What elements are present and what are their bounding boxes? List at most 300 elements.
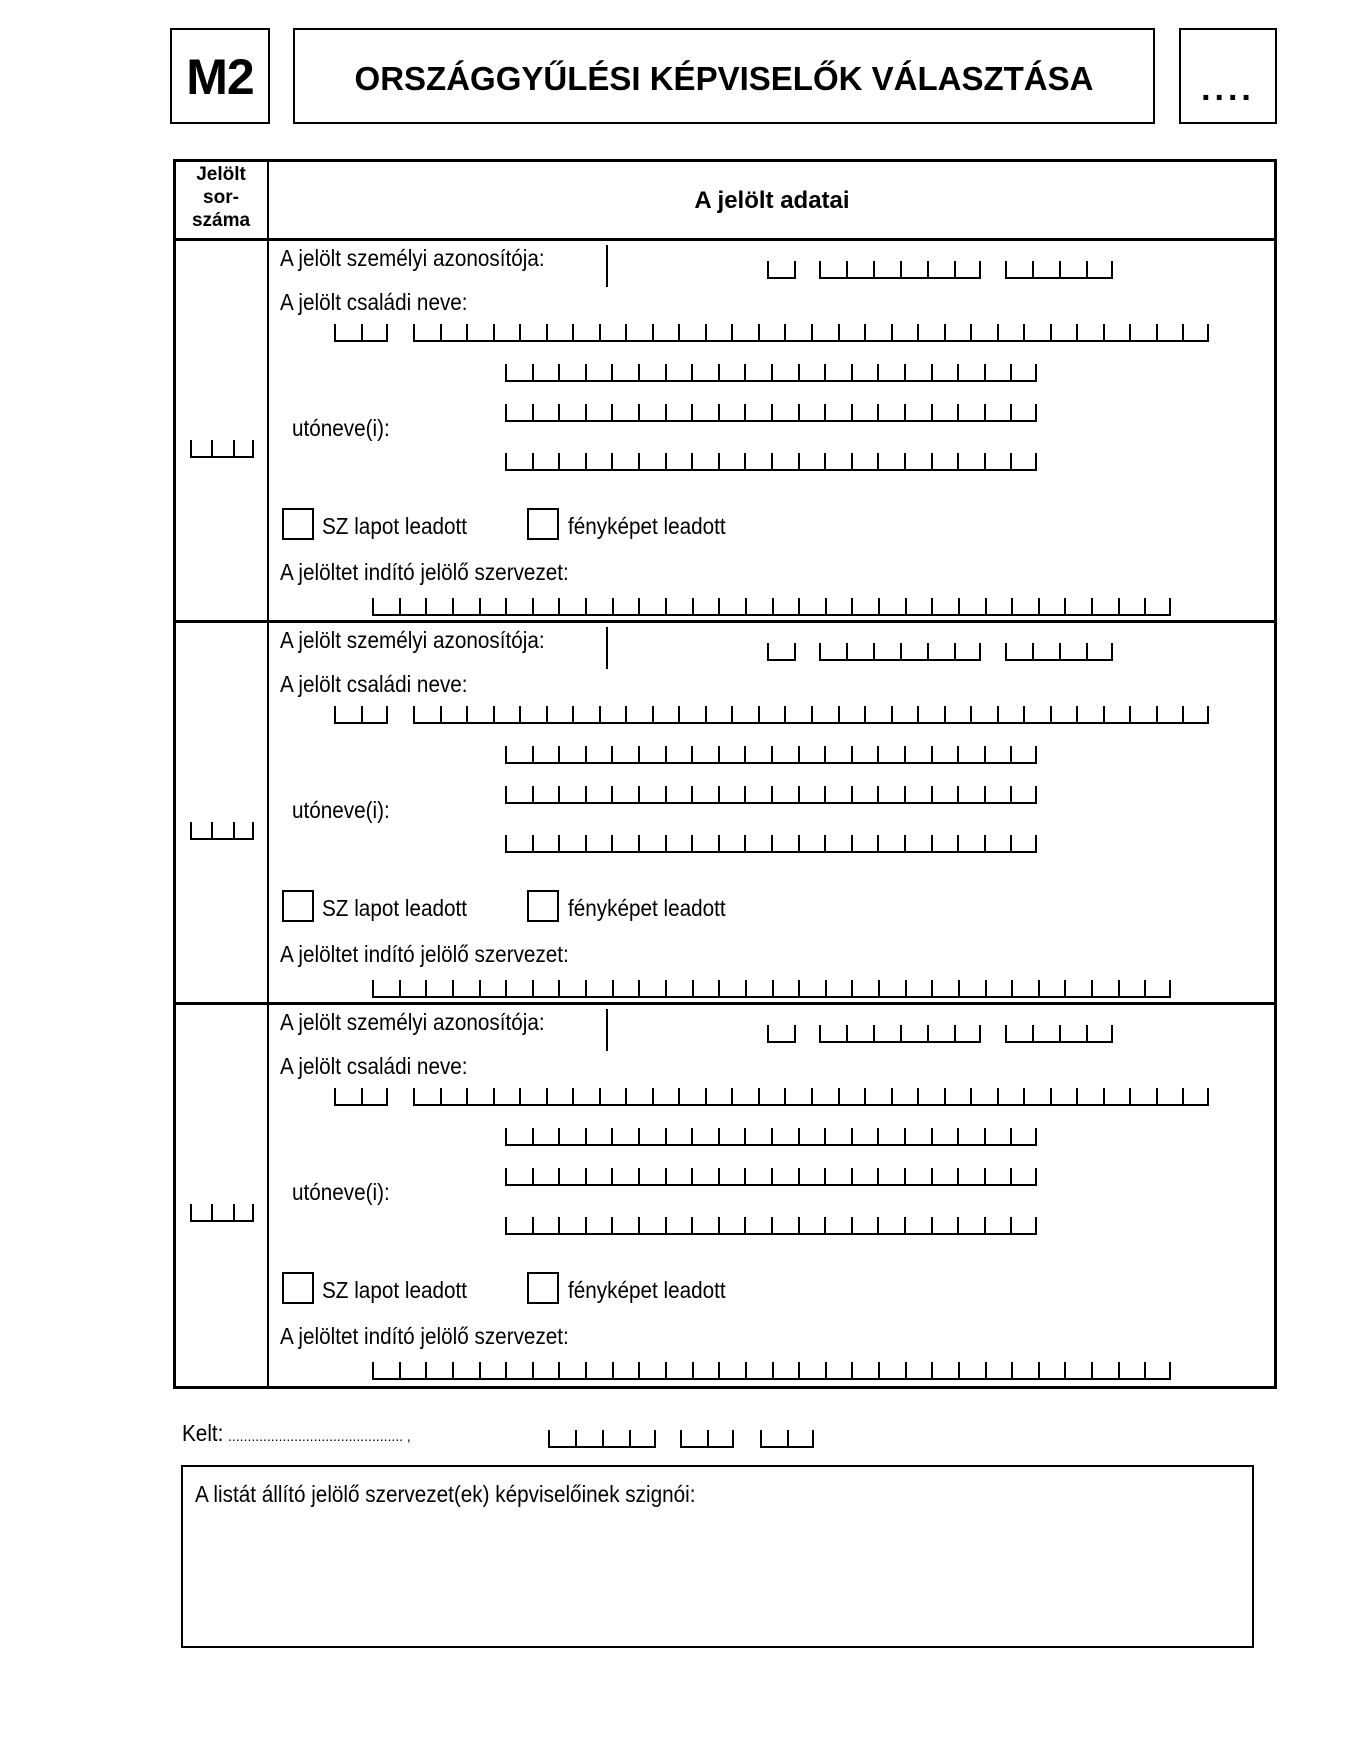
candidate-number-field[interactable]: [190, 824, 254, 840]
comb-tick: [558, 1362, 560, 1378]
id-divider: [606, 1009, 608, 1051]
comb-tick: [1010, 835, 1012, 851]
comb-tick: [744, 1217, 746, 1233]
comb-tick: [425, 598, 427, 614]
comb-tick: [798, 746, 800, 762]
comb-tick: [758, 706, 760, 722]
comb-tick: [744, 404, 746, 420]
comb-tick: [532, 786, 534, 802]
comb-tick: [665, 786, 667, 802]
comb-tick: [954, 261, 956, 277]
signatures-label: A listát állító jelölő szervezet(ek) képviselőinek szignói:: [195, 1481, 696, 1507]
comb-tick: [1011, 1362, 1013, 1378]
comb-tick: [692, 1362, 694, 1378]
comb-tick: [798, 453, 800, 469]
comb-tick: [558, 1128, 560, 1144]
family-name-prefix-field[interactable]: [334, 326, 388, 342]
comb-tick: [851, 364, 853, 380]
given-name-field[interactable]: [505, 748, 1037, 764]
comb-tick: [1035, 746, 1037, 762]
comb-tick: [900, 1025, 902, 1041]
comb-tick: [1118, 1362, 1120, 1378]
comb-tick: [1023, 324, 1025, 340]
given-name-field[interactable]: [505, 1219, 1037, 1235]
comb-tick: [877, 786, 879, 802]
id-field-part3[interactable]: [1005, 263, 1113, 279]
comb-tick: [1032, 1025, 1034, 1041]
comb-tick: [612, 980, 614, 996]
comb-tick: [927, 1025, 929, 1041]
date-year-field[interactable]: [548, 1432, 656, 1448]
comb-tick: [811, 706, 813, 722]
comb-tick: [705, 1088, 707, 1104]
id-label: A jelölt személyi azonosítója:: [280, 1009, 545, 1035]
comb-tick: [798, 1362, 800, 1378]
comb-tick: [798, 835, 800, 851]
given-name-field[interactable]: [505, 366, 1037, 382]
comb-tick: [558, 746, 560, 762]
comb-tick: [575, 1430, 577, 1446]
signatures-box[interactable]: [181, 1465, 1254, 1648]
id-field-part3[interactable]: [1005, 1027, 1113, 1043]
comb-tick: [825, 1362, 827, 1378]
comb-tick: [957, 1217, 959, 1233]
sz-checkbox-label: SZ lapot leadott: [322, 1277, 467, 1303]
comb-tick: [691, 364, 693, 380]
col-number-header: Jelölt sor- száma: [191, 164, 251, 231]
comb-tick: [1038, 1362, 1040, 1378]
comb-tick: [954, 643, 956, 659]
comb-tick: [558, 598, 560, 614]
comb-tick: [585, 598, 587, 614]
comb-tick: [361, 1088, 363, 1104]
comb-tick: [638, 786, 640, 802]
comb-tick: [1038, 598, 1040, 614]
comb-tick: [532, 980, 534, 996]
comb-tick: [190, 822, 192, 838]
comb-tick: [452, 980, 454, 996]
comb-tick: [873, 261, 875, 277]
comb-tick: [625, 706, 627, 722]
comb-tick: [1156, 706, 1158, 722]
given-name-field[interactable]: [505, 406, 1037, 422]
comb-tick: [851, 1168, 853, 1184]
id-field-part1[interactable]: [767, 1027, 796, 1043]
comb-tick: [425, 1362, 427, 1378]
comb-tick: [585, 1128, 587, 1144]
comb-tick: [585, 1168, 587, 1184]
comb-tick: [864, 706, 866, 722]
comb-tick: [825, 980, 827, 996]
comb-tick: [1035, 364, 1037, 380]
comb-tick: [771, 364, 773, 380]
comb-tick: [440, 706, 442, 722]
comb-tick: [585, 453, 587, 469]
comb-tick: [532, 746, 534, 762]
comb-tick: [678, 324, 680, 340]
family-name-label: A jelölt családi neve:: [280, 671, 468, 697]
comb-tick: [334, 1088, 336, 1104]
comb-tick: [1086, 1025, 1088, 1041]
comb-tick: [824, 453, 826, 469]
given-names-label: utóneve(i):: [292, 797, 390, 823]
comb-tick: [758, 1088, 760, 1104]
comb-tick: [629, 1430, 631, 1446]
comb-tick: [864, 1088, 866, 1104]
comb-tick: [665, 1217, 667, 1233]
comb-tick: [1035, 835, 1037, 851]
comb-tick: [904, 453, 906, 469]
comb-tick: [931, 980, 933, 996]
comb-tick: [1169, 980, 1171, 996]
comb-tick: [233, 822, 235, 838]
org-field[interactable]: [372, 1364, 1171, 1380]
comb-tick: [505, 453, 507, 469]
sz-checkbox-label: SZ lapot leadott: [322, 895, 467, 921]
comb-tick: [680, 1430, 682, 1446]
header-divider: [174, 238, 1276, 241]
comb-tick: [558, 404, 560, 420]
comb-tick: [625, 1088, 627, 1104]
comb-tick: [1032, 643, 1034, 659]
comb-tick: [760, 1430, 762, 1446]
photo-checkbox-label: fényképet leadott: [568, 1277, 726, 1303]
given-name-field[interactable]: [505, 1130, 1037, 1146]
comb-tick: [1207, 706, 1209, 722]
comb-tick: [957, 746, 959, 762]
comb-tick: [772, 1362, 774, 1378]
comb-tick: [900, 261, 902, 277]
comb-tick: [838, 324, 840, 340]
candidate-number-field[interactable]: [190, 442, 254, 458]
comb-tick: [505, 1217, 507, 1233]
comb-tick: [957, 1168, 959, 1184]
given-name-field[interactable]: [505, 1170, 1037, 1186]
candidate-number-field[interactable]: [190, 1206, 254, 1222]
comb-tick: [794, 1025, 796, 1041]
comb-tick: [878, 598, 880, 614]
comb-tick: [1103, 324, 1105, 340]
comb-tick: [1111, 643, 1113, 659]
comb-tick: [878, 980, 880, 996]
kelt-place-field[interactable]: ............................................. ,: [228, 1428, 411, 1444]
comb-tick: [532, 1362, 534, 1378]
comb-tick: [479, 1362, 481, 1378]
comb-tick: [1207, 1088, 1209, 1104]
comb-tick: [546, 1088, 548, 1104]
given-name-field[interactable]: [505, 837, 1037, 853]
comb-tick: [784, 1088, 786, 1104]
date-month-field[interactable]: [680, 1432, 734, 1448]
photo-checkbox[interactable]: [527, 890, 559, 922]
comb-tick: [1182, 324, 1184, 340]
comb-tick: [572, 324, 574, 340]
comb-tick: [846, 1025, 848, 1041]
comb-tick: [1035, 786, 1037, 802]
comb-tick: [493, 1088, 495, 1104]
comb-tick: [718, 1362, 720, 1378]
family-name-field[interactable]: [413, 708, 1209, 724]
comb-tick: [334, 324, 336, 340]
id-divider: [606, 627, 608, 669]
comb-tick: [1010, 1128, 1012, 1144]
comb-tick: [917, 706, 919, 722]
column-divider: [267, 160, 269, 1388]
comb-tick: [1169, 598, 1171, 614]
comb-tick: [958, 980, 960, 996]
org-label: A jelöltet indító jelölő szervezet:: [280, 1323, 569, 1349]
comb-tick: [718, 980, 720, 996]
comb-tick: [798, 598, 800, 614]
comb-tick: [798, 786, 800, 802]
comb-tick: [891, 324, 893, 340]
given-name-field[interactable]: [505, 455, 1037, 471]
comb-tick: [1103, 1088, 1105, 1104]
comb-tick: [638, 1362, 640, 1378]
comb-tick: [957, 404, 959, 420]
date-day-field[interactable]: [760, 1432, 814, 1448]
comb-tick: [745, 1362, 747, 1378]
comb-tick: [1129, 706, 1131, 722]
family-name-field[interactable]: [413, 326, 1209, 342]
comb-tick: [252, 440, 254, 456]
sz-checkbox[interactable]: [282, 508, 314, 540]
sz-checkbox[interactable]: [282, 1272, 314, 1304]
comb-tick: [599, 706, 601, 722]
comb-tick: [638, 746, 640, 762]
comb-tick: [1156, 324, 1158, 340]
comb-tick: [772, 598, 774, 614]
comb-tick: [745, 598, 747, 614]
comb-tick: [665, 1168, 667, 1184]
comb-tick: [798, 980, 800, 996]
id-field-part1[interactable]: [767, 263, 796, 279]
comb-tick: [851, 453, 853, 469]
comb-tick: [361, 324, 363, 340]
photo-checkbox[interactable]: [527, 508, 559, 540]
org-field[interactable]: [372, 982, 1171, 998]
comb-tick: [505, 1128, 507, 1144]
comb-tick: [665, 364, 667, 380]
comb-tick: [846, 643, 848, 659]
comb-tick: [873, 1025, 875, 1041]
comb-tick: [625, 324, 627, 340]
comb-tick: [612, 598, 614, 614]
given-names-label: utóneve(i):: [292, 1179, 390, 1205]
comb-tick: [904, 1168, 906, 1184]
comb-tick: [1064, 1362, 1066, 1378]
comb-tick: [505, 980, 507, 996]
photo-checkbox[interactable]: [527, 1272, 559, 1304]
comb-tick: [767, 1025, 769, 1041]
comb-tick: [665, 453, 667, 469]
comb-tick: [334, 706, 336, 722]
comb-tick: [957, 1128, 959, 1144]
comb-tick: [638, 364, 640, 380]
comb-tick: [1050, 1088, 1052, 1104]
comb-tick: [824, 786, 826, 802]
comb-tick: [970, 324, 972, 340]
comb-tick: [997, 706, 999, 722]
comb-tick: [744, 835, 746, 851]
comb-tick: [877, 1168, 879, 1184]
comb-tick: [744, 1168, 746, 1184]
org-label: A jelöltet indító jelölő szervezet:: [280, 559, 569, 585]
family-name-field[interactable]: [413, 1090, 1209, 1106]
comb-tick: [771, 1217, 773, 1233]
id-field-part2[interactable]: [819, 1027, 981, 1043]
comb-tick: [1111, 1025, 1113, 1041]
comb-tick: [851, 1217, 853, 1233]
family-name-prefix-field[interactable]: [334, 1090, 388, 1106]
comb-tick: [602, 1430, 604, 1446]
comb-tick: [1059, 261, 1061, 277]
comb-tick: [505, 364, 507, 380]
id-field-part3[interactable]: [1005, 645, 1113, 661]
comb-tick: [1059, 643, 1061, 659]
kelt-label: Kelt:: [182, 1420, 224, 1446]
comb-tick: [1064, 598, 1066, 614]
comb-tick: [1010, 1168, 1012, 1184]
comb-tick: [519, 324, 521, 340]
comb-tick: [904, 364, 906, 380]
row-divider: [174, 1002, 1276, 1005]
comb-tick: [493, 706, 495, 722]
comb-tick: [984, 1168, 986, 1184]
comb-tick: [904, 835, 906, 851]
comb-tick: [979, 1025, 981, 1041]
id-field-part1[interactable]: [767, 645, 796, 661]
comb-tick: [979, 261, 981, 277]
comb-tick: [732, 1430, 734, 1446]
form-code-box: [170, 28, 270, 124]
id-field-part2[interactable]: [819, 645, 981, 661]
comb-tick: [361, 706, 363, 722]
comb-tick: [1086, 261, 1088, 277]
comb-tick: [572, 1088, 574, 1104]
id-field-part2[interactable]: [819, 263, 981, 279]
comb-tick: [705, 324, 707, 340]
comb-tick: [824, 1168, 826, 1184]
comb-tick: [558, 1168, 560, 1184]
comb-tick: [771, 404, 773, 420]
comb-tick: [851, 404, 853, 420]
comb-tick: [851, 746, 853, 762]
comb-tick: [877, 835, 879, 851]
comb-tick: [638, 453, 640, 469]
comb-tick: [505, 1362, 507, 1378]
comb-tick: [944, 706, 946, 722]
comb-tick: [558, 786, 560, 802]
comb-tick: [665, 598, 667, 614]
comb-tick: [252, 1204, 254, 1220]
comb-tick: [611, 364, 613, 380]
comb-tick: [399, 598, 401, 614]
comb-tick: [386, 1088, 388, 1104]
comb-tick: [399, 1362, 401, 1378]
comb-tick: [692, 598, 694, 614]
comb-tick: [718, 1128, 720, 1144]
comb-tick: [744, 453, 746, 469]
comb-tick: [917, 1088, 919, 1104]
comb-tick: [211, 1204, 213, 1220]
comb-tick: [707, 1430, 709, 1446]
comb-tick: [877, 364, 879, 380]
comb-tick: [585, 1362, 587, 1378]
org-field[interactable]: [372, 600, 1171, 616]
comb-tick: [1050, 324, 1052, 340]
org-label: A jelöltet indító jelölő szervezet:: [280, 941, 569, 967]
comb-tick: [1144, 598, 1146, 614]
comb-tick: [386, 324, 388, 340]
comb-tick: [190, 440, 192, 456]
comb-tick: [718, 364, 720, 380]
family-name-prefix-field[interactable]: [334, 708, 388, 724]
comb-tick: [638, 1168, 640, 1184]
comb-tick: [1091, 598, 1093, 614]
given-name-field[interactable]: [505, 788, 1037, 804]
comb-tick: [997, 1088, 999, 1104]
comb-tick: [372, 980, 374, 996]
comb-tick: [652, 706, 654, 722]
comb-tick: [811, 324, 813, 340]
comb-tick: [585, 364, 587, 380]
comb-tick: [1035, 1168, 1037, 1184]
comb-tick: [638, 835, 640, 851]
comb-tick: [233, 1204, 235, 1220]
comb-tick: [372, 1362, 374, 1378]
comb-tick: [652, 324, 654, 340]
comb-tick: [585, 404, 587, 420]
comb-tick: [851, 980, 853, 996]
comb-tick: [440, 1088, 442, 1104]
comb-tick: [691, 1217, 693, 1233]
comb-tick: [1038, 980, 1040, 996]
comb-tick: [1118, 980, 1120, 996]
comb-tick: [798, 1217, 800, 1233]
comb-tick: [691, 786, 693, 802]
comb-tick: [958, 598, 960, 614]
comb-tick: [466, 324, 468, 340]
comb-tick: [452, 1362, 454, 1378]
comb-tick: [691, 1128, 693, 1144]
comb-tick: [904, 1128, 906, 1144]
sz-checkbox[interactable]: [282, 890, 314, 922]
comb-tick: [931, 364, 933, 380]
comb-tick: [718, 746, 720, 762]
comb-tick: [691, 453, 693, 469]
comb-tick: [931, 746, 933, 762]
comb-tick: [1010, 746, 1012, 762]
comb-tick: [758, 324, 760, 340]
comb-tick: [1011, 598, 1013, 614]
comb-tick: [985, 980, 987, 996]
comb-tick: [612, 1362, 614, 1378]
comb-tick: [1011, 980, 1013, 996]
comb-tick: [927, 261, 929, 277]
comb-tick: [931, 1168, 933, 1184]
comb-tick: [984, 835, 986, 851]
comb-tick: [851, 598, 853, 614]
comb-tick: [851, 1362, 853, 1378]
comb-tick: [611, 835, 613, 851]
comb-tick: [984, 746, 986, 762]
comb-tick: [997, 324, 999, 340]
family-name-label: A jelölt családi neve:: [280, 289, 468, 315]
photo-checkbox-label: fényképet leadott: [568, 895, 726, 921]
comb-tick: [519, 706, 521, 722]
comb-tick: [611, 1217, 613, 1233]
